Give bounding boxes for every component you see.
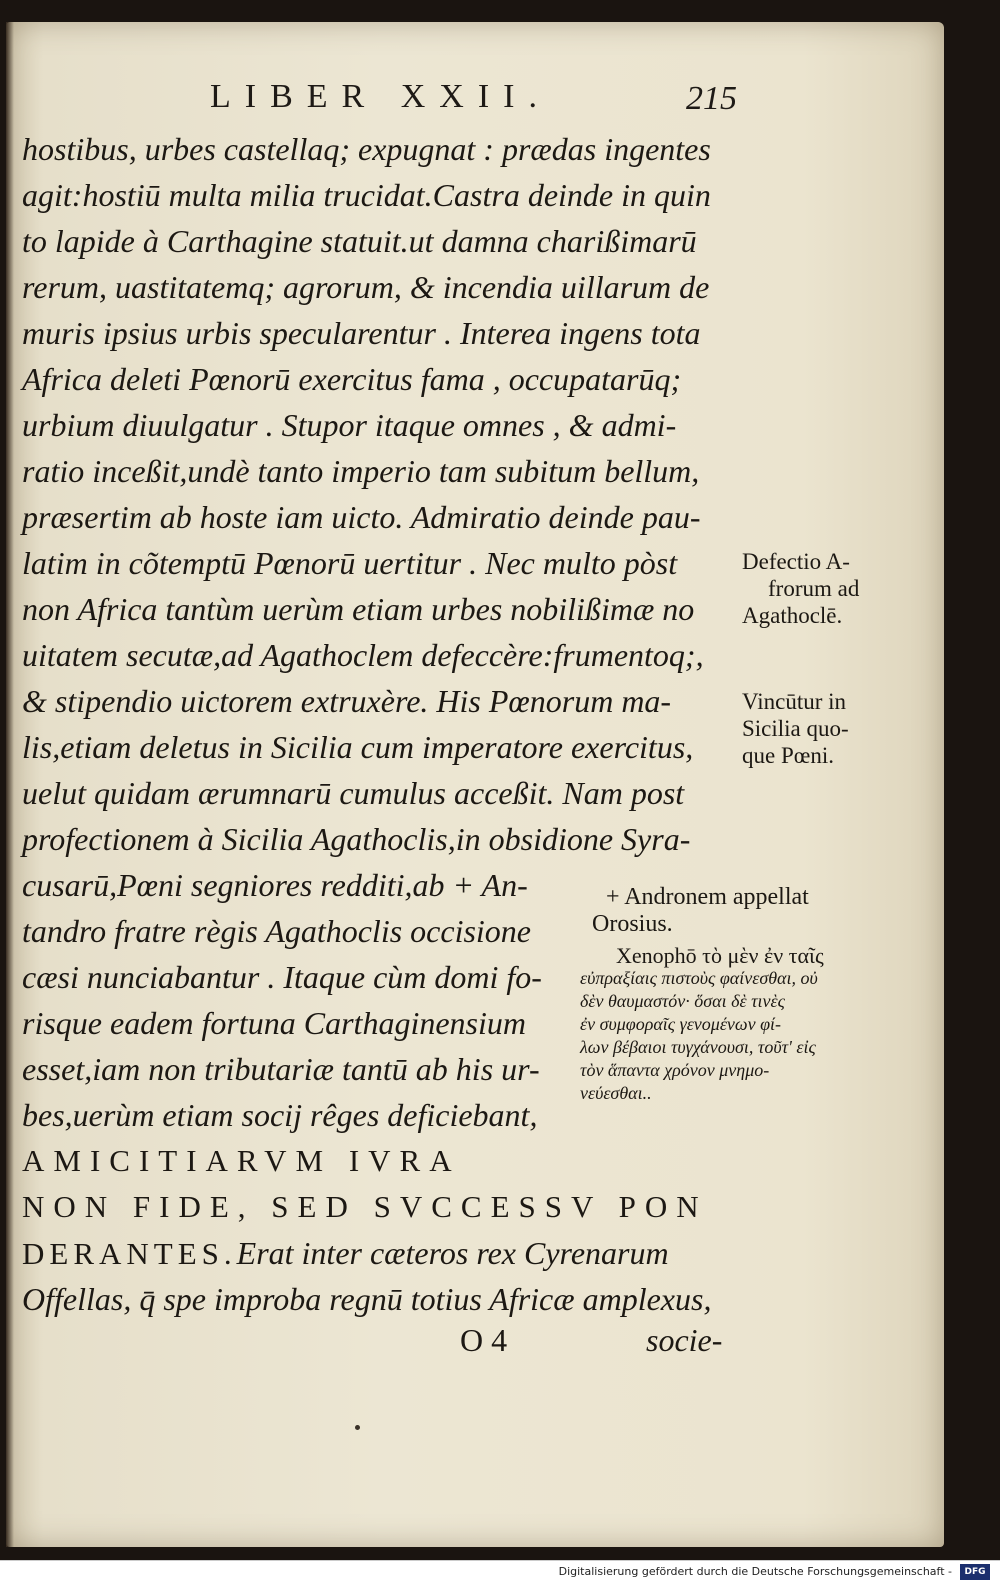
note-line: Sicilia quo-	[742, 716, 849, 741]
note-line: Vincūtur in	[742, 689, 847, 714]
note-line: ἐν συμφοραῖς γενομένων φί-	[580, 1014, 782, 1034]
text-line: urbium diuulgatur . Stupor itaque omnes , & admi-	[22, 407, 677, 443]
page-number: 215	[686, 80, 737, 117]
text-line: Offellas, q̄ spe improba regnū totius Africæ amplexus,	[22, 1281, 712, 1317]
note-line: frorum ad	[768, 576, 860, 601]
text-line: Africa deleti Pœnorū exercitus fama , occupatarūq;	[22, 361, 682, 397]
note-line: Orosius.	[592, 911, 673, 937]
note-line: Defectio A-	[742, 549, 850, 574]
text-line: uelut quidam ærumnarū cumulus acceßit. Nam post	[22, 775, 685, 811]
main-text-block	[22, 126, 742, 1322]
catchword: socie-	[646, 1322, 723, 1358]
marginal-note-defectio	[742, 548, 859, 629]
ink-speck	[355, 1425, 360, 1430]
text-run: Erat inter cæteros rex Cyrenarum	[236, 1235, 669, 1271]
text-line: hostibus, urbes castellaq; expugnat : prædas ingentes	[22, 131, 711, 167]
dfg-logo-icon: DFG	[960, 1564, 990, 1580]
note-line: + Andronem appellat	[606, 884, 809, 910]
text-line: lis,etiam deletus in Sicilia cum imperatore exercitus,	[22, 729, 694, 765]
text-line: bes,uerùm etiam socij rêges deficiebant,	[22, 1097, 538, 1133]
text-line: profectionem à Sicilia Agathoclis,in obsidione Syra-	[22, 821, 691, 857]
text-line: cusarū,Pœni segniores redditi,ab + An-	[22, 867, 528, 903]
text-line: præsertim ab hoste iam uicto. Admiratio deinde pau-	[22, 499, 701, 535]
text-line: rerum, uastitatemq; agrorum, & incendia uillarum de	[22, 269, 710, 305]
note-line: Xenophō τὸ μὲν ἐν ταῖς	[616, 943, 824, 968]
text-line: uitatem secutæ,ad Agathoclem defeccère:frumentoq;,	[22, 637, 704, 673]
text-line: tandro fratre règis Agathoclis occisione	[22, 913, 531, 949]
text-line: muris ipsius urbis specularentur . Interea ingens tota	[22, 315, 701, 351]
note-line: que Pœni.	[742, 743, 834, 768]
footer-bar	[0, 1560, 1000, 1585]
text-line: non Africa tantùm uerùm etiam urbes nobilißimæ no	[22, 591, 695, 627]
capitals-line: NON FIDE, SED SVCCESSV PON	[22, 1189, 708, 1224]
text-line: esset,iam non tributariæ tantū ab his ur-	[22, 1051, 540, 1087]
text-line: risque eadem fortuna Carthaginensium	[22, 1005, 526, 1041]
capitals-run: DERANTES.	[22, 1236, 237, 1271]
capitals-line: AMICITIARVM IVRA	[22, 1143, 461, 1178]
note-line: νεύεσθαι..	[580, 1083, 652, 1103]
marginal-note-vincuntur	[742, 688, 849, 769]
text-line: to lapide à Carthagine statuit.ut damna charißimarū	[22, 223, 697, 259]
text-line: cæsi nunciabantur . Itaque cùm domi fo-	[22, 959, 542, 995]
signature-mark: O 4	[460, 1322, 508, 1358]
marginal-note-orosius	[592, 884, 809, 938]
note-line: τὸν ἅπαντα χρόνον μνημο-	[580, 1060, 770, 1080]
note-line: λων βέβαιοι τυγχάνουσι, τοῦτ' εἰς	[580, 1037, 816, 1057]
text-line-mixed	[22, 1230, 742, 1276]
marginal-note-xenophon	[580, 944, 824, 1105]
page-gutter	[6, 22, 14, 1547]
text-line: & stipendio uictorem extruxère. His Pœnorum ma-	[22, 683, 672, 719]
text-line: latim in cõtemptū Pœnorū uertitur . Nec multo pòst	[22, 545, 678, 581]
note-line: Agathoclē.	[742, 603, 843, 628]
running-head: LIBER XXII.	[210, 78, 551, 115]
text-line: agit:hostiū multa milia trucidat.Castra deinde in quin	[22, 177, 711, 213]
note-line: εὐπραξίαις πιστοὺς φαίνεσθαι, οὐ	[580, 968, 818, 988]
footer-credit: Digitalisierung gefördert durch die Deutsche Forschungsgemeinschaft -	[558, 1565, 952, 1578]
text-line: ratio inceßit,undè tanto imperio tam subitum bellum,	[22, 453, 700, 489]
note-line: δὲν θαυμαστόν· ὅσαι δὲ τινὲς	[580, 991, 785, 1011]
